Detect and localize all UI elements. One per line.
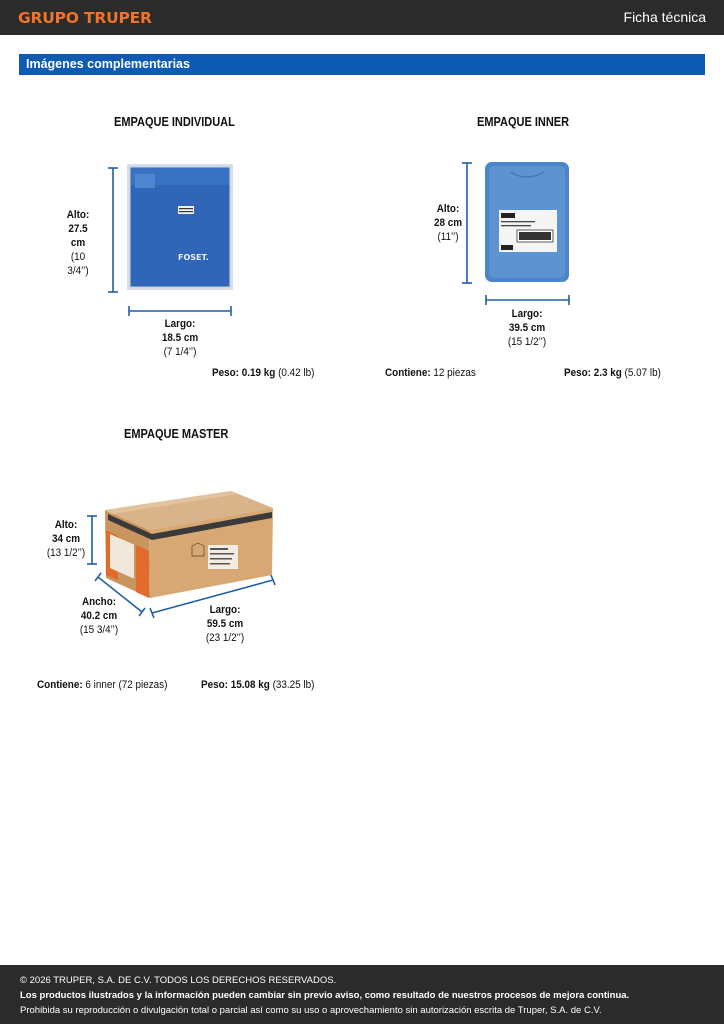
footer-copyright: © 2026 TRUPER, S.A. DE C.V. TODOS LOS DERECHOS RESERVADOS. (20, 975, 337, 986)
master-height-label: Alto: 34 cm (13 1/2’’) (46, 519, 86, 559)
master-height-line (87, 516, 97, 564)
brand-logo: GRUPO TRUPER (18, 9, 152, 27)
individual-weight: Peso: 0.19 kg (0.42 lb) (212, 367, 315, 379)
product-logo-foset: FOSET. (178, 253, 209, 262)
footer-notice: Los productos ilustrados y la información pueden cambiar sin previo aviso, como resultado de nuestros procesos de mejora continua. (20, 990, 630, 1001)
footer-bar (0, 965, 724, 1024)
heading-empaque-master: EMPAQUE MASTER (124, 427, 229, 441)
footer-prohibition: Prohibida su reproducción o divulgación total o parcial así como su uso o aprovechamiento sin autorización escrita de Truper, S.A. de C.V. (20, 1005, 602, 1016)
master-width-label: Largo: 59.5 cm (23 1/2’’) (205, 604, 245, 644)
inner-weight: Peso: 2.3 kg (5.07 lb) (564, 367, 661, 379)
master-box-image (105, 491, 273, 598)
inner-height-label: Alto: 28 cm (11’’) (433, 203, 463, 243)
master-weight: Peso: 15.08 kg (33.25 lb) (201, 679, 315, 691)
document-title: Ficha técnica (623, 9, 706, 25)
master-depth-label: Ancho: 40.2 cm (15 3/4’’) (79, 596, 119, 636)
heading-empaque-inner: EMPAQUE INNER (477, 115, 570, 129)
section-title: Imágenes complementarias (26, 57, 190, 71)
individual-width-label: Largo: 18.5 cm (7 1/4’’) (161, 318, 199, 358)
inner-width-label: Largo: 39.5 cm (15 1/2’’) (507, 308, 547, 348)
heading-empaque-individual: EMPAQUE INDIVIDUAL (114, 115, 235, 129)
master-contents: Contiene: 6 inner (72 piezas) (37, 679, 168, 691)
individual-height-label: Alto: 27.5 cm (10 3/4’’) (66, 209, 90, 277)
inner-contents: Contiene: 12 piezas (385, 367, 476, 379)
